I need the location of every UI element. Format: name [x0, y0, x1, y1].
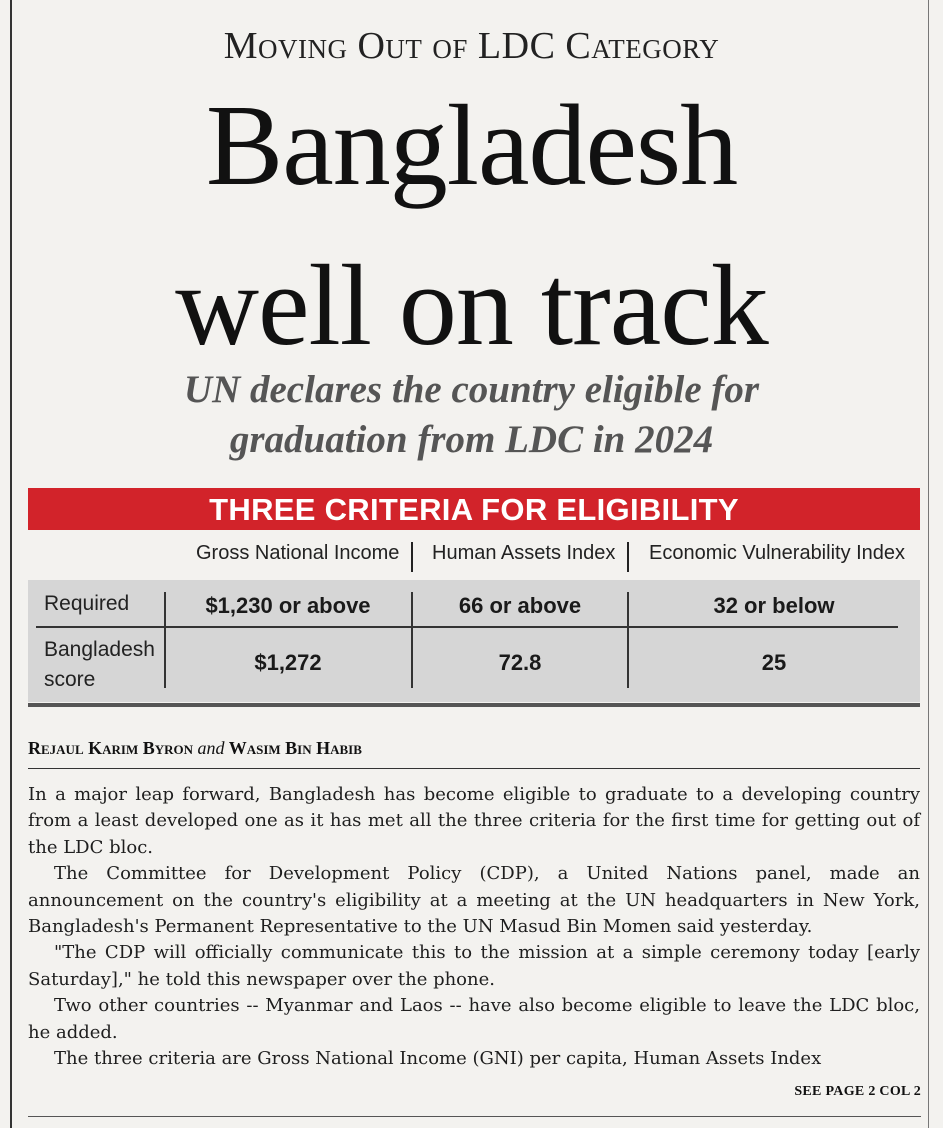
required-hai: 66 or above [458, 593, 582, 618]
row-label-bangladesh-score-line-1: Bangladesh [44, 638, 155, 661]
criteria-column-divider [627, 592, 629, 688]
byline-author-1: Rejaul Karim Byron [28, 738, 194, 758]
column-header-evi: Economic Vulnerability Index [649, 542, 906, 564]
byline-joiner: and [197, 738, 225, 758]
criteria-column-divider [411, 592, 413, 688]
criteria-banner-title: THREE CRITERIA FOR ELIGIBILITY [209, 492, 739, 527]
headline-line-1: Bangladesh [205, 82, 738, 210]
required-gni: $1,230 or above [205, 593, 371, 618]
column-header-divider [627, 542, 629, 572]
row-label-bangladesh-score-line-2: score [44, 668, 96, 691]
continuation-jump[interactable]: SEE PAGE 2 COL 2 [794, 1084, 921, 1099]
score-evi: 25 [761, 650, 787, 675]
kicker: Moving Out of LDC Category [223, 25, 720, 67]
article-body [28, 782, 920, 1072]
column-header-divider [411, 542, 413, 572]
bottom-rule [28, 1116, 921, 1117]
headline-line-2: well on track [175, 242, 768, 370]
deck-line-1: UN declares the country eligible for [183, 368, 760, 411]
byline-author-2: Wasim Bin Habib [228, 738, 362, 758]
body-paragraph: The three criteria are Gross National Income (GNI) per capita, Human Assets Index [54, 1048, 822, 1070]
byline-rule [28, 768, 920, 769]
criteria-column-divider [164, 592, 166, 688]
body-paragraph: The Committee for Development Policy (CDP), a United Nations panel, made an announcement on the country's eligibility at a meeting at the UN headquarters in New York, Bangladesh's Permanent Representative to the UN Masud Bin Momen said yesterday. [28, 863, 920, 938]
column-header-hai: Human Assets Index [432, 542, 616, 564]
score-hai: 72.8 [498, 650, 542, 675]
row-label-required: Required [44, 592, 130, 615]
byline [28, 738, 362, 759]
deck-line-2: graduation from LDC in 2024 [229, 418, 714, 461]
score-gni: $1,272 [254, 650, 322, 675]
criteria-banner [28, 488, 920, 530]
required-evi: 32 or below [713, 593, 835, 618]
body-paragraph: Two other countries -- Myanmar and Laos -- have also become eligible to leave the LDC bloc, he added. [28, 995, 920, 1043]
column-header-gni: Gross National Income [196, 542, 400, 564]
body-paragraph: In a major leap forward, Bangladesh has become eligible to graduate to a developing country from a least developed one as it has met all the three criteria for the first time for getting out of the LDC bloc. [28, 784, 920, 858]
criteria-table-bottom-rule [28, 703, 920, 707]
body-paragraph: "The CDP will officially communicate this to the mission at a simple ceremony today [early Saturday]," he told this newspaper over the phone. [28, 942, 920, 990]
